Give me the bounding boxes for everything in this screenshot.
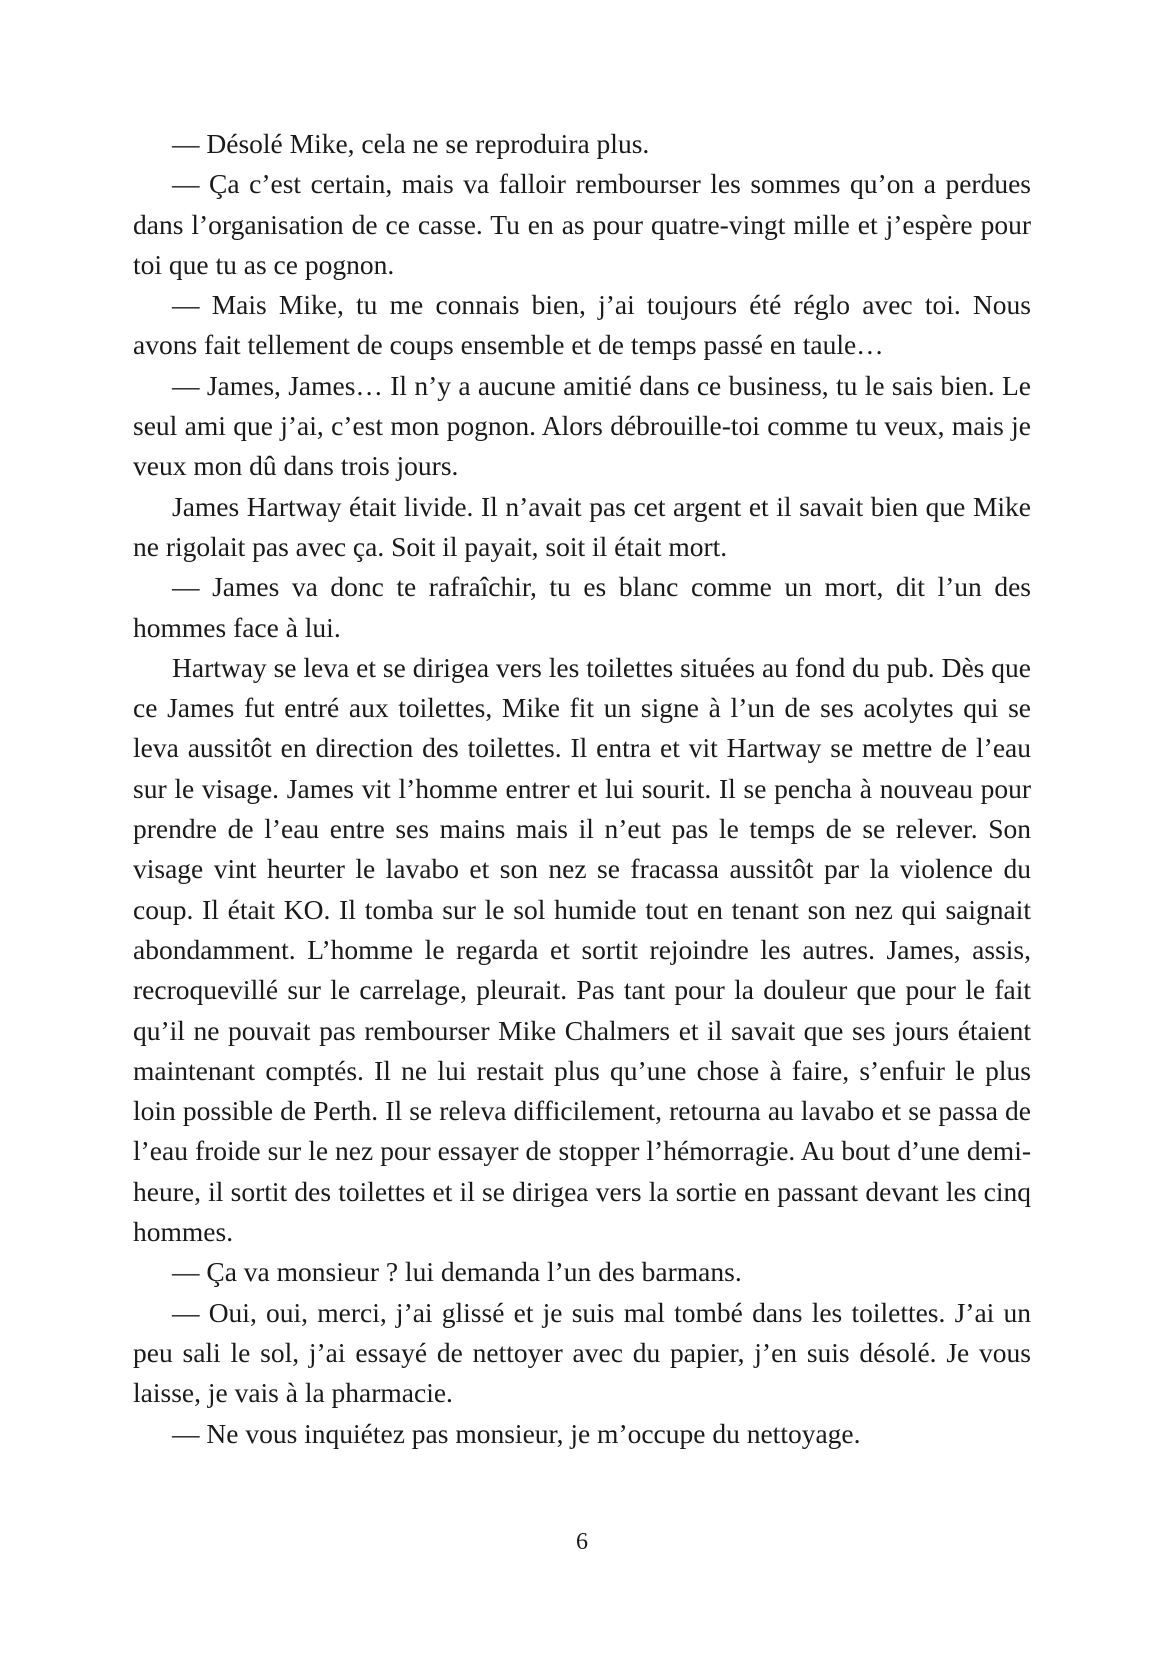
paragraph: — Ne vous inquiétez pas monsieur, je m’occupe du nettoyage. xyxy=(172,1417,861,1449)
page-number: 6 xyxy=(576,1529,588,1555)
paragraph: — Oui, oui, merci, j’ai glissé et je suis mal tombé dans les toilettes. J’ai un peu sali le sol, j’ai essayé de nettoyer avec du papier, j’en suis désolé. Je vous laisse, je vais à la pharmacie. xyxy=(133,1296,1031,1409)
paragraph: — Ça c’est certain, mais va falloir rembourser les sommes qu’on a perdues dans l’organisation de ce casse. Tu en as pour quatre-vingt mille et j’espère pour toi que tu as ce pognon. xyxy=(133,168,1031,280)
paragraph: — Mais Mike, tu me connais bien, j’ai toujours été réglo avec toi. Nous avons fait tellement de coups ensemble et de temps passé en taule… xyxy=(133,289,1031,361)
paragraph: — Ça va monsieur ? lui demanda l’un des barmans. xyxy=(172,1256,742,1288)
paragraph: — Désolé Mike, cela ne se reproduira plus. xyxy=(172,128,650,159)
paragraph: — James, James… Il n’y a aucune amitié dans ce business, tu le sais bien. Le seul ami que j’ai, c’est mon pognon. Alors débrouille-toi comme tu veux, mais je veux mon dû dans trois jours. xyxy=(133,369,1031,482)
body-text xyxy=(133,124,1031,1454)
paragraph: Hartway se leva et se dirigea vers les toilettes situées au fond du pub. Dès que ce James fut entré aux toilettes, Mike fit un signe à l’un de ses acolytes qui se leva aussitôt en direction des toilettes. Il entra et vit Hartway se mettre de l’eau sur le visage. James vit l’homme entrer et lui sourit. Il se pencha à nouveau pour prendre de l’eau entre ses mains mais il n’eut pas le temps de se relever. Son visage vint heurter le lavabo et son nez se fracassa aussitôt par la violence du coup. Il était KO. Il tomba sur le sol humide tout en tenant son nez qui saignait abondamment. L’homme le regarda et sortit rejoindre les autres. James, assis, recroquevillé sur le carrelage, pleurait. Pas tant pour la douleur que pour le fait qu’il ne pouvait pas rembourser Mike Chalmers et il savait que ses jours étaient maintenant comptés. Il ne lui restait plus qu’une chose à faire, s’enfuir le plus loin possible de Perth. Il se releva difficilement, retourna au lavabo et se passa de l’eau froide sur le nez pour essayer de stopper l’hémorragie. Au bout d’une demi-heure, il sortit des toilettes et il se dirigea vers la sortie en passant devant les cinq hommes. xyxy=(133,651,1031,1248)
paragraph: James Hartway était livide. Il n’avait pas cet argent et il savait bien que Mike ne rigolait pas avec ça. Soit il payait, soit il était mort. xyxy=(133,490,1031,562)
paragraph: — James va donc te rafraîchir, tu es blanc comme un mort, dit l’un des hommes face à lui. xyxy=(133,571,1031,643)
